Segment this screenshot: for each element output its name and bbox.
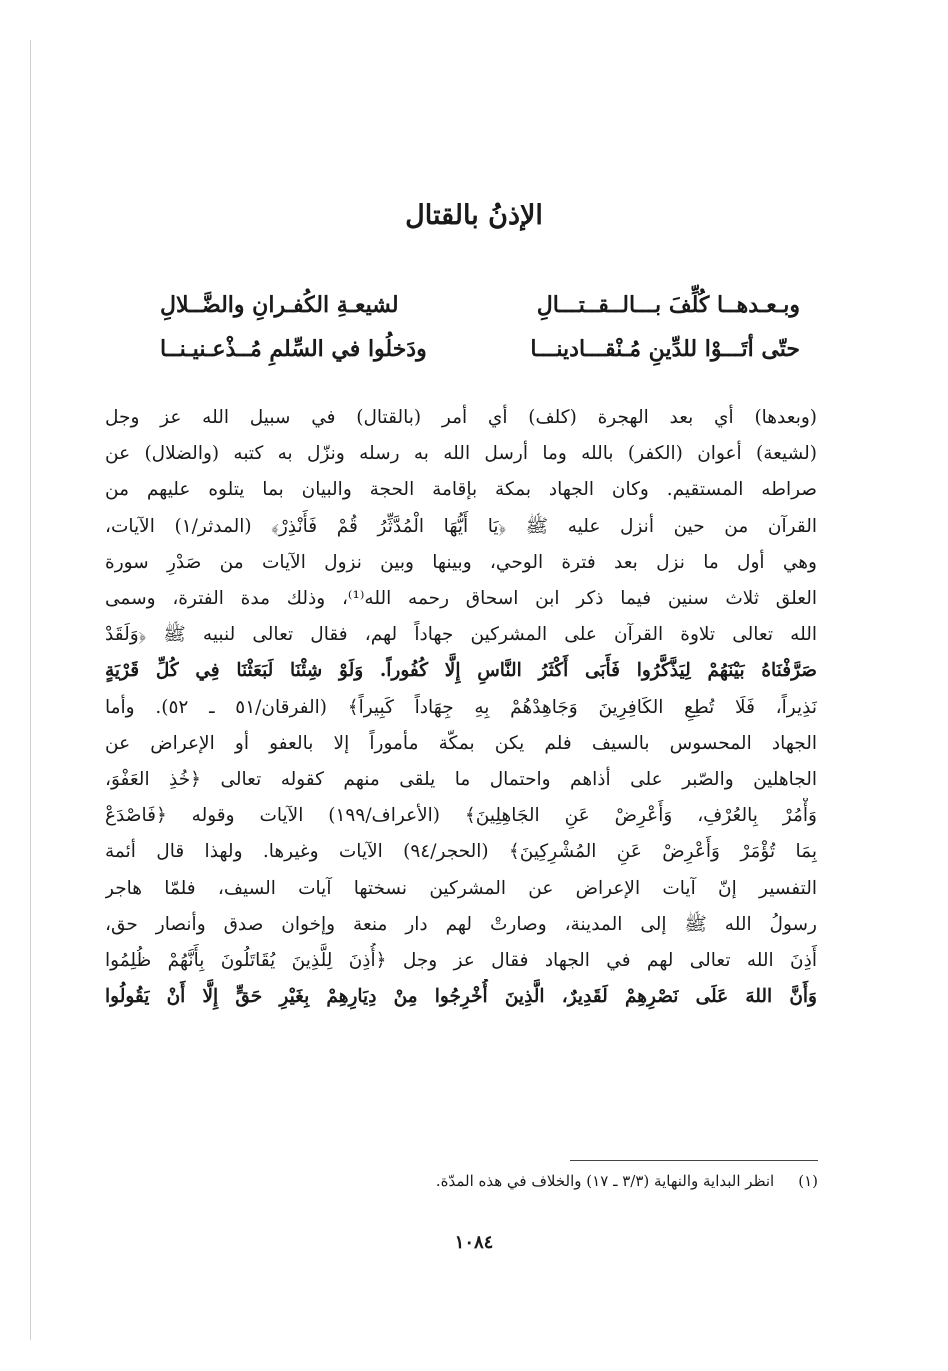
page-edge-line [30,40,31,1340]
verse-first-hemistich: وبـعـدهــا كُلِّفَ بـــالــقــتـــالِ [536,292,800,318]
page-number: ١٠٨٤ [454,1232,494,1253]
body-line: التفسير إنّ آيات الإعراض عن المشركين نسختها آيات السيف، فلمّا هاجر [105,877,817,899]
body-line: رسولُ الله ﷺ إلى المدينة، وصارتْ لهم دار منعة وإخوان صدق وأنصار حق، [105,913,817,935]
body-line: وَأَنَّ اللهَ عَلَى نَصْرِهِمْ لَقَدِيرٌ، الَّذِينَ أُخْرِجُوا مِنْ دِيَارِهِمْ بِغَيْرِ حَقٍّ إِلَّا أَنْ يَقُولُوا [105,986,817,1008]
footnote [300,1172,818,1190]
body-line: وَأْمُرْ بِالعُرْفِ، وَأَعْرِضْ عَنِ الجَاهِلِينَ﴾ (الأعراف/١٩٩) الآيات وقوله ﴿فَاصْدَعْ [105,805,817,827]
body-line: صَرَّفْنَاهُ بَيْنَهُمْ لِيَذَّكَّرُوا فَأَبَى أَكْثَرُ النَّاسِ إِلَّا كُفُوراً. وَلَوْ شِئْنَا لَبَعَثْنَا فِي كُلِّ قَرْيَةٍ [105,660,817,682]
footnote-separator [570,1160,818,1161]
body-line: القرآن من حين أنزل عليه ﷺ ﴿يَا أَيُّهَا الْمُدَّثِّرُ قُمْ فَأَنْذِرْ﴾ (المدثر/١) الآيات، [105,515,817,537]
poem-verse [160,292,800,318]
body-line: الجاهلين والصّبر على أذاهم واحتمال ما يلقى منهم كقوله تعالى ﴿خُذِ العَفْوَ، [105,769,817,791]
poem-verse [160,336,800,362]
body-line: (وبعدها) أي بعد الهجرة (كلف) أي أمر (بالقتال) في سبيل الله عز وجل [105,407,817,428]
body-line: الله تعالى تلاوة القرآن على المشركين جهاداً لهم، فقال تعالى لنبيه ﷺ ﴿وَلَقَدْ [105,624,817,646]
verse-second-hemistich: لشيعـةِ الكُفـرانِ والضَّــلالِ [160,292,399,318]
body-line: وهي أول ما نزل بعد فترة الوحي، وبينها وبين نزول الآيات من صَدْرِ سورة [105,551,817,573]
body-line: العلق ثلاث سنين فيما ذكر ابن اسحاق رحمه الله⁽¹⁾، وذلك مدة الفترة، وسمى [105,588,817,610]
chapter-title: الإذنُ بالقتال [405,200,543,231]
commentary-body [105,400,817,1015]
verse-first-hemistich: حتّى أتَـــوْا للدِّينِ مُـنْقـــادينـــا [530,336,800,362]
verse-second-hemistich: ودَخلُوا في السِّلمِ مُــذْعـنيـنــا [160,336,427,362]
body-line: نَذِيراً، فَلَا تُطِعِ الكَافِرِينَ وَجَاهِدْهُمْ بِهِ جِهَاداً كَبِيراً﴾ (الفرقان/٥١ ـ ٥٢). وأما [105,696,817,718]
footnote-marker: (١) [798,1172,818,1190]
body-line: أَذِنَ الله تعالى لهم في الجهاد فقال عز وجل ﴿أُذِنَ لِلَّذِينَ يُقَاتَلُونَ بِأَنَّهُمْ ظُلِمُوا [105,950,817,972]
body-line: الجهاد المحسوس بالسيف فلم يكن بمكّة مأموراً إلا بالعفو أو الإعراض عن [105,732,817,754]
body-line: (لشيعة) أعوان (الكفر) بالله وما أرسل الله به رسله ونزّل به كتبه (والضلال) عن [105,443,817,465]
footnote-text: انظر البداية والنهاية (٣/٣ ـ ١٧) والخلاف في هذه المدّة. [435,1172,775,1190]
body-line: صراطه المستقيم. وكان الجهاد بمكة بإقامة الحجة والبيان بما يتلوه عليهم من [105,479,817,501]
body-line: بِمَا تُؤْمَرْ وَأَعْرِضْ عَنِ المُشْرِكِينَ﴾ (الحجر/٩٤) الآيات وغيرها. ولهذا قال أئمة [105,841,817,863]
